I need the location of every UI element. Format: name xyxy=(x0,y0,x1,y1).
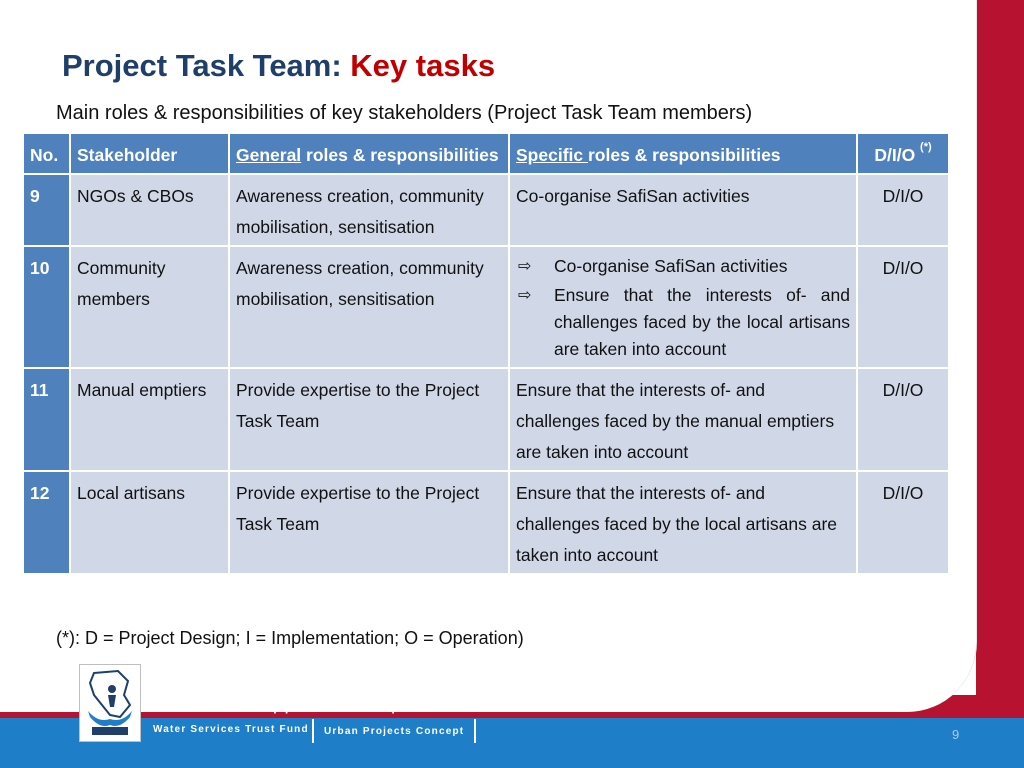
footer-concept: Urban Projects Concept xyxy=(324,726,465,737)
header-dio-label: D/I/O xyxy=(874,145,921,165)
right-red-band xyxy=(976,0,1024,768)
row-general-roles: Awareness creation, community mobilisation, sensitisation xyxy=(229,174,509,246)
row-stakeholder: Manual emptiers xyxy=(70,368,229,471)
row-stakeholder: Local artisans xyxy=(70,471,229,574)
table-row xyxy=(23,174,949,246)
header-no: No. xyxy=(23,133,70,174)
title-prefix: Project Task Team: xyxy=(62,48,351,83)
arrow-bullet-icon: ⇨ xyxy=(518,287,532,304)
footer-concept-brackets xyxy=(312,719,476,743)
row-number: 11 xyxy=(23,368,70,471)
row-dio: D/I/O xyxy=(857,368,949,471)
row-number: 9 xyxy=(23,174,70,246)
header-general-roles xyxy=(229,133,509,174)
footer-slogan: Financial support for improved access to water and sanitation xyxy=(153,700,766,714)
row-specific-roles xyxy=(509,246,857,368)
table-header-row xyxy=(23,133,949,174)
footer-organisation: Water Services Trust Fund xyxy=(153,724,309,735)
row-general-roles: Provide expertise to the Project Task Team xyxy=(229,368,509,471)
header-dio xyxy=(857,133,949,174)
header-specific-rest: roles & responsibilities xyxy=(587,145,781,165)
list-item-text: Co-organise SafiSan activities xyxy=(554,256,788,276)
list-item-text: Ensure that the interests of- and challenges faced by the local artisans are taken into account xyxy=(554,285,850,359)
row-specific-roles: Ensure that the interests of- and challenges faced by the local artisans are taken into account xyxy=(509,471,857,574)
kenya-map-hands-icon xyxy=(80,665,140,741)
page-number: 9 xyxy=(952,727,960,742)
header-specific-roles xyxy=(509,133,857,174)
row-general-roles: Awareness creation, community mobilisation, sensitisation xyxy=(229,246,509,368)
dio-footnote: (*): D = Project Design; I = Implementation; O = Operation) xyxy=(56,628,524,648)
row-specific-roles: Co-organise SafiSan activities xyxy=(509,174,857,246)
arrow-bullet-icon: ⇨ xyxy=(518,258,532,275)
table-row xyxy=(23,471,949,574)
header-general-underlined: General xyxy=(236,145,302,165)
title-accent: Key tasks xyxy=(350,48,496,83)
row-number: 12 xyxy=(23,471,70,574)
wstf-logo xyxy=(79,664,141,742)
row-stakeholder: NGOs & CBOs xyxy=(70,174,229,246)
row-specific-roles: Ensure that the interests of- and challenges faced by the manual emptiers are taken into account xyxy=(509,368,857,471)
list-item xyxy=(516,282,850,363)
row-stakeholder: Community members xyxy=(70,246,229,368)
slide-title xyxy=(62,48,495,84)
row-dio: D/I/O xyxy=(857,174,949,246)
row-dio: D/I/O xyxy=(857,246,949,368)
header-dio-footnote-mark: (*) xyxy=(920,141,932,153)
slide-subtitle: Main roles & responsibilities of key stakeholders (Project Task Team members) xyxy=(56,102,753,124)
list-item xyxy=(516,253,850,280)
table-row xyxy=(23,368,949,471)
header-stakeholder: Stakeholder xyxy=(70,133,229,174)
roles-table xyxy=(22,132,950,575)
table-row xyxy=(23,246,949,368)
row-number: 10 xyxy=(23,246,70,368)
specific-roles-list xyxy=(516,253,850,363)
header-specific-underlined: Specific xyxy=(516,145,588,165)
row-dio: D/I/O xyxy=(857,471,949,574)
row-general-roles: Provide expertise to the Project Task Team xyxy=(229,471,509,574)
header-general-rest: roles & responsibilities xyxy=(301,145,499,165)
